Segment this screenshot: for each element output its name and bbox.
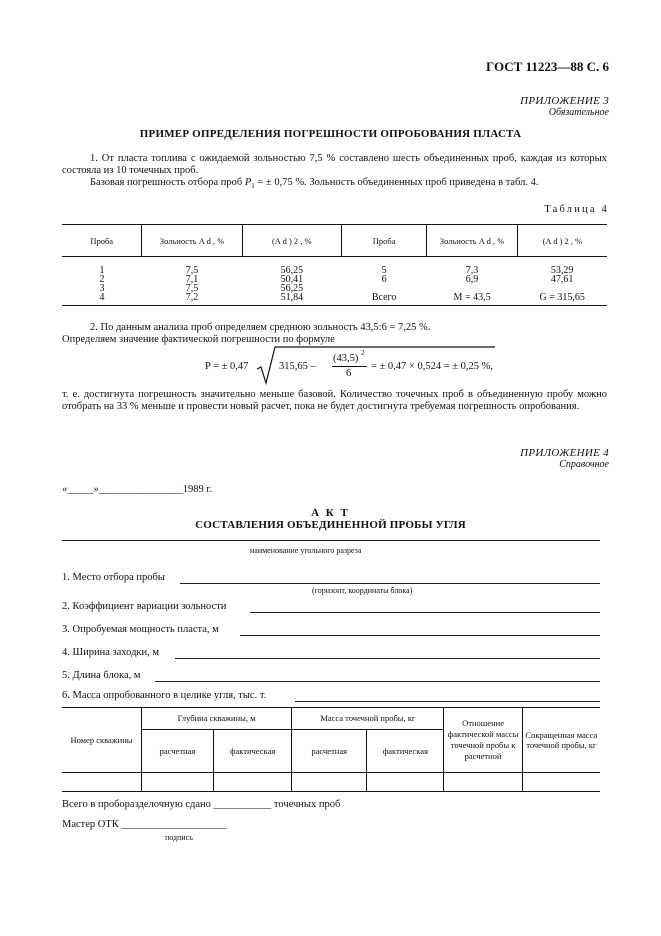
th-borehole: Номер скважины xyxy=(62,707,141,773)
th-sample-2: Проба xyxy=(342,225,427,257)
appendix-4-title: ПРИЛОЖЕНИЕ 4 xyxy=(520,447,609,459)
para1b-post: = ± 0,75 %. Зольность объединенных проб приведена в табл. 4. xyxy=(257,177,539,188)
para1b-pre: Базовая погрешность отбора проб xyxy=(90,177,243,188)
formula-num: (43,5) xyxy=(333,353,359,364)
date-line: «_____»________________1989 г. xyxy=(62,484,213,495)
field-3-line[interactable] xyxy=(240,635,600,636)
th-depth: Глубина скважины, м xyxy=(141,707,291,730)
table-row: 1 7,5 56,25 5 7,3 53,29 xyxy=(99,265,574,276)
field-4-label: 4. Ширина заходки, м xyxy=(62,647,160,658)
act-subtitle: СОСТАВЛЕНИЯ ОБЪЕДИНЕННОЙ ПРОБЫ УГЛЯ xyxy=(195,519,466,531)
th-mass-fact: фактическая xyxy=(367,730,444,773)
field-1-caption: (горизонт, координаты блока) xyxy=(312,586,413,595)
paragraph-1b xyxy=(62,177,607,192)
th-ash-sq-1: (A d ) 2 , % xyxy=(242,225,341,257)
field-4-line[interactable] xyxy=(175,658,600,659)
paragraph-2b: Определяем значение фактической погрешности по формуле xyxy=(62,334,335,345)
field-5-line[interactable] xyxy=(155,681,600,682)
cell-blank[interactable] xyxy=(444,773,522,792)
cell-blank[interactable] xyxy=(141,773,213,792)
appendix-3 xyxy=(520,95,609,118)
mine-name-line[interactable] xyxy=(62,540,600,541)
th-ash-sq-2: (A d ) 2 , % xyxy=(517,225,607,257)
field-1-label: 1. Место отбора пробы xyxy=(62,572,165,583)
th-ash-2: Зольность A d , % xyxy=(427,225,518,257)
formula-inner: 315,65 – xyxy=(279,361,316,372)
th-sample-1: Проба xyxy=(62,225,142,257)
act-title: А К Т xyxy=(311,507,350,519)
paragraph-2: 2. По данным анализа проб определяем среднюю зольность 43,5:6 = 7,25 %. xyxy=(90,322,431,333)
caption-mine: наименование угольного разреза xyxy=(250,546,362,555)
field-1-line[interactable] xyxy=(180,583,600,584)
appendix-4 xyxy=(520,447,609,470)
th-ash-1: Зольность A d , % xyxy=(142,225,242,257)
fraction-bar xyxy=(332,366,367,367)
field-2-line[interactable] xyxy=(250,612,600,613)
field-6-line[interactable] xyxy=(295,701,600,702)
caption-sign: подпись xyxy=(165,833,193,842)
field-3-label: 3. Опробуемая мощность пласта, м xyxy=(62,624,219,635)
total-line: Всего в проборазделочную сдано ___________ точечных проб xyxy=(62,799,341,810)
appendix-4-subtitle: Справочное xyxy=(559,459,609,470)
th-mass: Масса точечной пробы, кг xyxy=(292,707,444,730)
para1b-sub: 1 xyxy=(251,182,255,191)
section-title: ПРИМЕР ОПРЕДЕЛЕНИЯ ПОГРЕШНОСТИ ОПРОБОВАНИЯ ПЛАСТА xyxy=(139,128,522,140)
cell-blank[interactable] xyxy=(214,773,292,792)
table-row: 3 7,5 56,25 xyxy=(99,283,304,294)
table-row: 4 7,2 51,84 Всего M = 43,5 G = 315,65 xyxy=(62,293,607,306)
th-ratio: Отношение фактической массы точечной пробы к расчетной xyxy=(444,707,522,773)
th-reduced: Сокращенная масса точечной пробы, кг xyxy=(522,707,600,773)
master-line: Мастер ОТК ____________________ xyxy=(62,819,227,830)
table-4 xyxy=(62,224,607,306)
formula-exp: 2 xyxy=(361,349,365,357)
th-mass-calc: расчетная xyxy=(292,730,367,773)
appendix-3-subtitle: Обязательное xyxy=(548,107,609,118)
table-4-header xyxy=(62,225,607,257)
field-5-label: 5. Длина блока, м xyxy=(62,670,141,681)
page-header: ГОСТ 11223—88 С. 6 xyxy=(486,59,609,74)
table-row: 2 7,1 50,41 6 6,9 47,61 xyxy=(99,274,574,285)
formula xyxy=(205,345,505,385)
th-depth-calc: расчетная xyxy=(141,730,213,773)
formula-lhs: P = ± 0,47 xyxy=(205,361,249,372)
formula-rhs: = ± 0,47 × 0,524 = ± 0,25 %, xyxy=(371,361,494,372)
cell-blank[interactable] xyxy=(292,773,367,792)
field-2-label: 2. Коэффициент вариации зольности xyxy=(62,601,227,612)
para1b-var: P xyxy=(244,177,252,188)
paragraph-1: 1. От пласта топлива с ожидаемой зольностью 7,5 % составлено шесть объединенных проб, каждая из которых состояла из 10 точечных проб. xyxy=(62,153,607,176)
table-5 xyxy=(62,707,600,792)
table-4-label: Таблица 4 xyxy=(544,204,609,215)
appendix-3-title: ПРИЛОЖЕНИЕ 3 xyxy=(520,95,609,107)
cell-blank[interactable] xyxy=(367,773,444,792)
cell-blank[interactable] xyxy=(522,773,600,792)
formula-den: 6 xyxy=(346,368,352,379)
cell-blank[interactable] xyxy=(62,773,141,792)
field-6-label: 6. Масса опробованного в целике угля, тыс. т. xyxy=(62,690,267,701)
paragraph-3: т. е. достигнута погрешность значительно меньше базовой. Количество точечных проб в объединенную пробу можно отобрать на 33 % меньше и провести новый расчет, пока не будет достигнута требуемая погрешность опробования. xyxy=(62,389,607,412)
th-depth-fact: фактическая xyxy=(214,730,292,773)
